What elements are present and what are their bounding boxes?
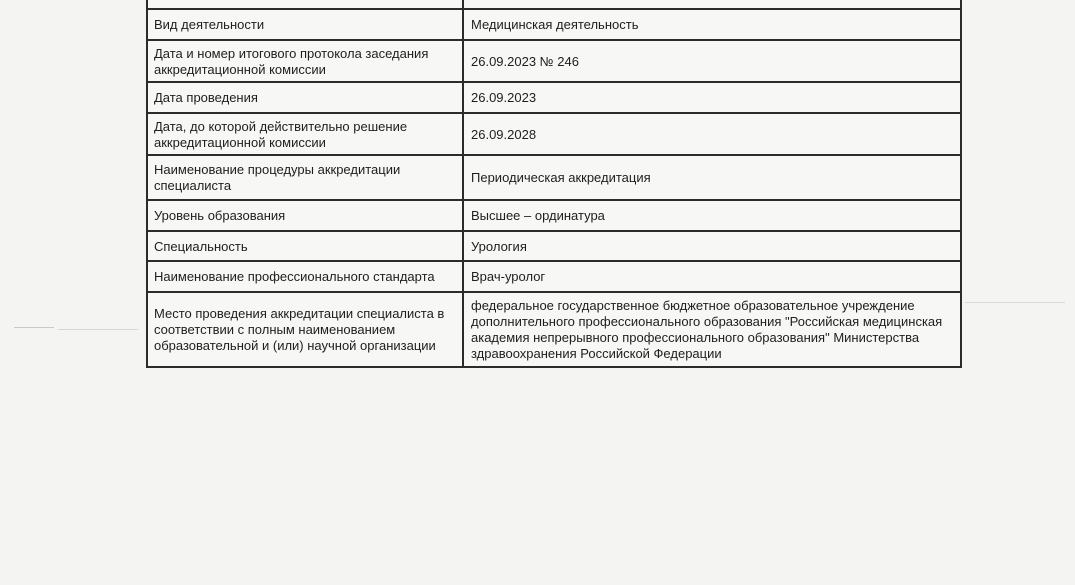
scan-artifact-line [965, 302, 1065, 303]
table-row-truncated [147, 0, 961, 9]
table-row [147, 82, 961, 113]
truncated-label-cell [147, 0, 463, 9]
row-value: Высшее – ординатура [463, 200, 961, 231]
row-label: Дата проведения [147, 82, 463, 113]
table-row [147, 9, 961, 40]
table-row [147, 200, 961, 231]
row-value: Урология [463, 231, 961, 261]
row-label: Специальность [147, 231, 463, 261]
row-value: Периодическая аккредитация [463, 155, 961, 200]
row-value: 26.09.2023 № 246 [463, 40, 961, 82]
table-row [147, 113, 961, 155]
table-row [147, 292, 961, 367]
accreditation-table-container [146, 0, 962, 368]
table-row [147, 40, 961, 82]
scan-artifact-line [14, 327, 54, 328]
table-row [147, 261, 961, 292]
row-value: Врач-уролог [463, 261, 961, 292]
row-label: Дата, до которой действительно решение аккредитационной комиссии [147, 113, 463, 155]
row-label: Уровень образования [147, 200, 463, 231]
table-row [147, 155, 961, 200]
accreditation-details-table [146, 0, 962, 368]
row-value: 26.09.2028 [463, 113, 961, 155]
row-label: Место проведения аккредитации специалиста в соответствии с полным наименованием образовательной и (или) научной организации [147, 292, 463, 367]
row-label: Вид деятельности [147, 9, 463, 40]
row-label: Наименование процедуры аккредитации специалиста [147, 155, 463, 200]
row-label: Наименование профессионального стандарта [147, 261, 463, 292]
row-value: 26.09.2023 [463, 82, 961, 113]
truncated-value-cell [463, 0, 961, 9]
row-value: Медицинская деятельность [463, 9, 961, 40]
row-label: Дата и номер итогового протокола заседания аккредитационной комиссии [147, 40, 463, 82]
row-value: федеральное государственное бюджетное образовательное учреждение дополнительного профессионального образования "Российская медицинская академия непрерывного профессионального образования" Министерства здравоохранения Российской Федерации [463, 292, 961, 367]
scan-artifact-line [58, 329, 138, 330]
table-row [147, 231, 961, 261]
